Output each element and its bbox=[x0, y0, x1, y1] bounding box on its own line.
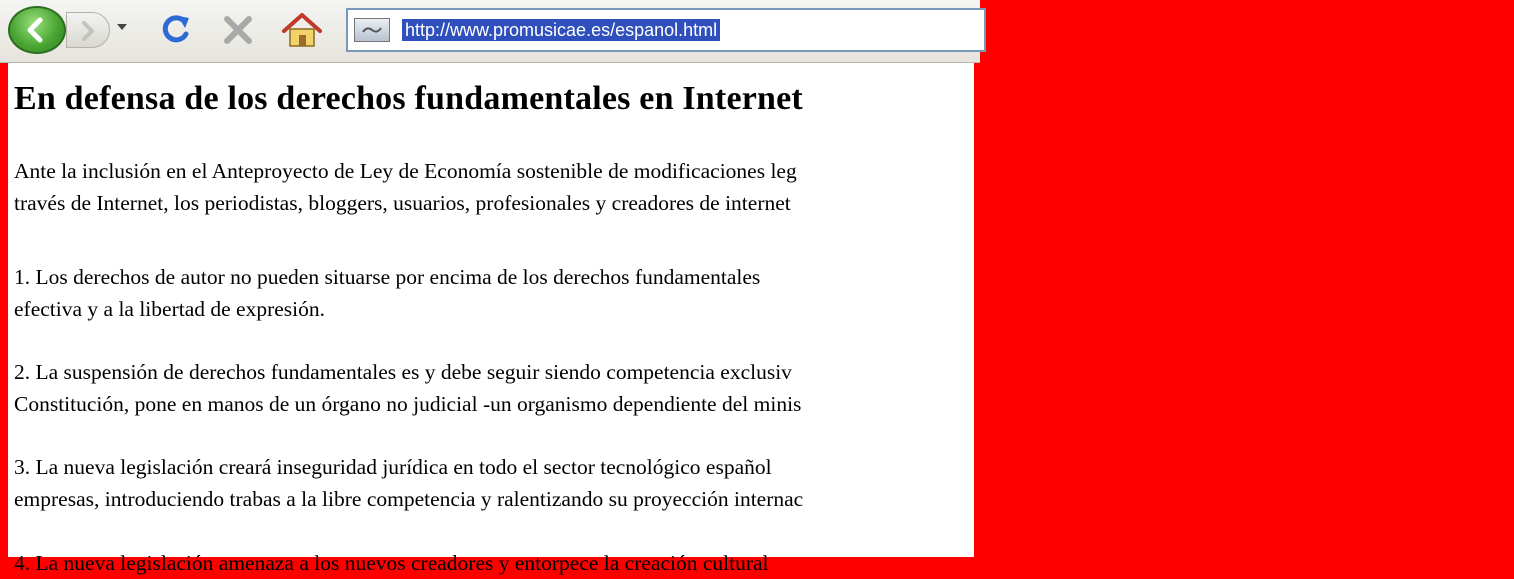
page-heading: En defensa de los derechos fundamentales en Internet bbox=[14, 80, 803, 117]
home-icon bbox=[280, 10, 324, 50]
paragraph-line: 4. La nueva legislación amenaza a los nuevos creadores y entorpece la creación cultural bbox=[14, 551, 769, 575]
point-1-paragraph bbox=[14, 261, 760, 325]
reload-icon bbox=[156, 10, 196, 50]
paragraph-line: Constitución, pone en manos de un órgano no judicial -un organismo dependiente del minis bbox=[14, 392, 802, 416]
paragraph-line: Ante la inclusión en el Anteproyecto de Ley de Economía sostenible de modificaciones leg bbox=[14, 159, 797, 183]
home-button[interactable] bbox=[280, 10, 324, 50]
paragraph-line: empresas, introduciendo trabas a la libre competencia y ralentizando su proyección internac bbox=[14, 487, 804, 511]
point-2-paragraph bbox=[14, 356, 801, 420]
site-favicon-icon bbox=[354, 18, 390, 42]
point-3-paragraph bbox=[14, 451, 803, 515]
address-bar[interactable] bbox=[346, 8, 986, 52]
reload-button[interactable] bbox=[156, 10, 196, 50]
intro-paragraph bbox=[14, 155, 797, 219]
paragraph-line: efectiva y a la libertad de expresión. bbox=[14, 297, 326, 321]
paragraph-line: 2. La suspensión de derechos fundamentales es y debe seguir siendo competencia exclusiv bbox=[14, 360, 792, 384]
back-arrow-icon bbox=[24, 17, 50, 43]
point-4-paragraph bbox=[14, 547, 769, 579]
forward-arrow-icon bbox=[79, 21, 97, 41]
page-content bbox=[8, 63, 974, 575]
back-button[interactable] bbox=[8, 6, 66, 54]
paragraph-line: 3. La nueva legislación creará inseguridad jurídica en todo el sector tecnológico español bbox=[14, 455, 772, 479]
url-input[interactable]: http://www.promusicae.es/espanol.html bbox=[402, 19, 720, 41]
stop-button[interactable] bbox=[218, 10, 258, 50]
paragraph-line: través de Internet, los periodistas, bloggers, usuarios, profesionales y creadores de internet bbox=[14, 191, 791, 215]
paragraph-line: 1. Los derechos de autor no pueden situarse por encima de los derechos fundamentales bbox=[14, 265, 761, 289]
stop-icon bbox=[218, 10, 258, 50]
forward-button[interactable] bbox=[66, 12, 110, 48]
chevron-down-icon[interactable] bbox=[117, 24, 127, 30]
navigation-toolbar bbox=[0, 0, 980, 63]
